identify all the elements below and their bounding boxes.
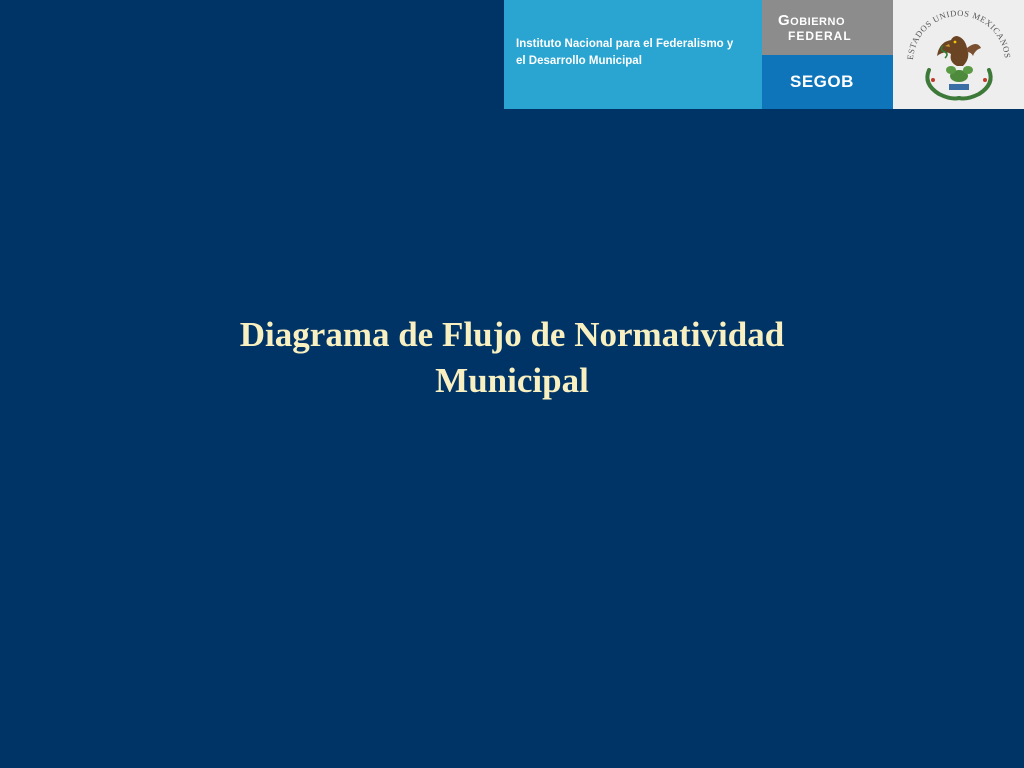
page-title: Diagrama de Flujo de Normatividad Municipal [239,315,785,400]
coat-of-arms-icon [893,0,1024,109]
seal-text: ESTADOS UNIDOS MEXICANOS [904,7,1013,61]
government-federal-label [762,0,893,55]
header-banner [504,0,1024,109]
institute-logo-block [504,0,762,109]
government-line2: FEDERAL [788,29,852,43]
national-seal [893,0,1024,109]
government-line1: Gobierno [778,12,846,29]
government-logo-block [762,0,893,109]
secretariat-label: SEGOB [762,55,893,109]
institute-name: Instituto Nacional para el Federalismo y el Desarrollo Municipal [516,38,734,67]
